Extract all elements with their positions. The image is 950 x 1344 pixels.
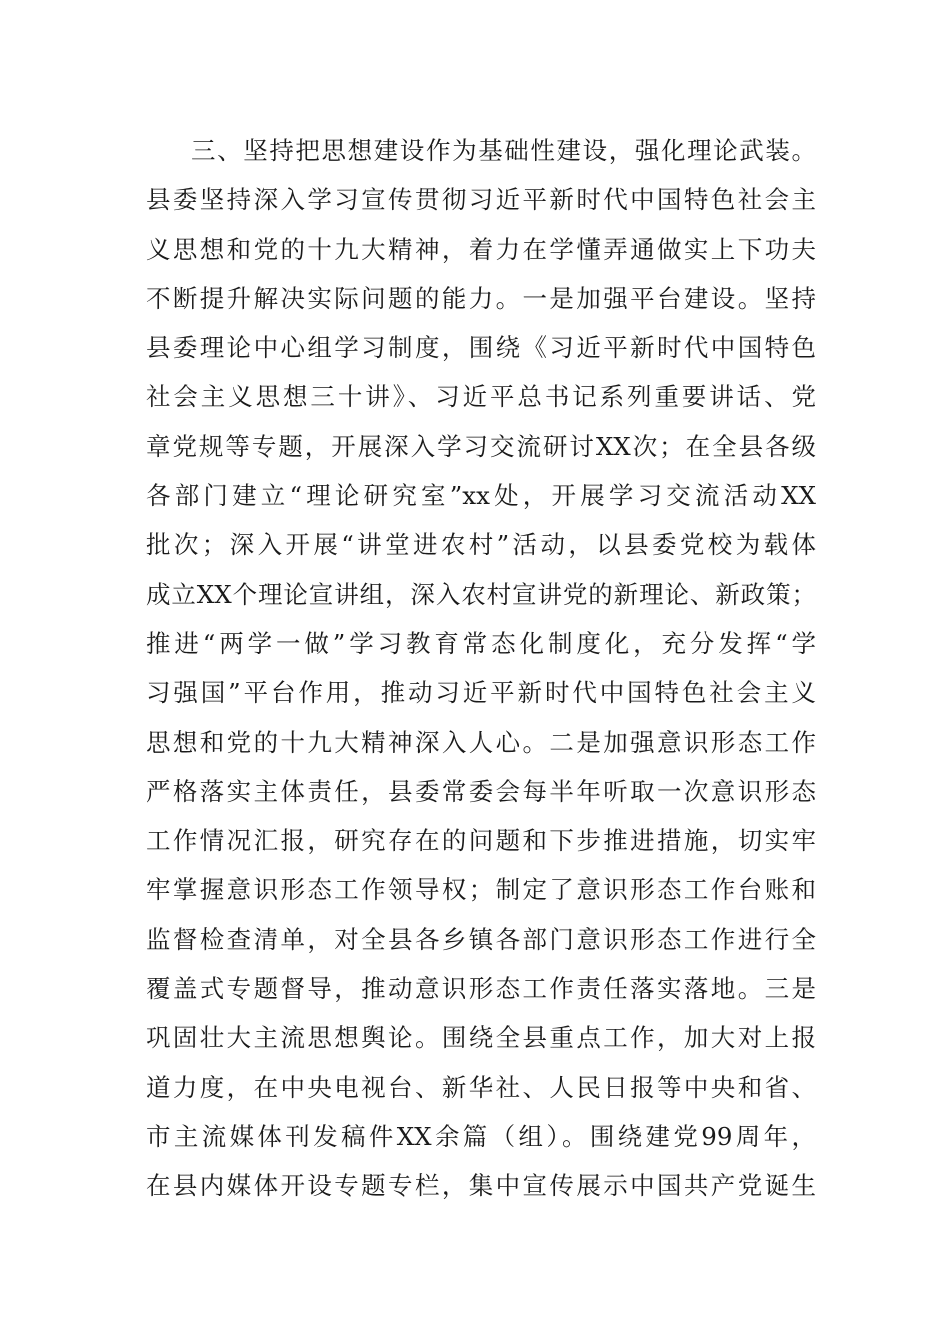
text-line: 社会主义思想三十讲》、习近平总书记系列重要讲话、党 — [146, 382, 816, 412]
text-line: 道力度，在中央电视台、新华社、人民日报等中央和省、 — [146, 1072, 816, 1102]
text-line: 思想和党的十九大精神深入人心。二是加强意识形态工作 — [146, 727, 816, 757]
text-line: 市主流媒体刊发稿件XX余篇（组）。围绕建党99周年， — [146, 1121, 816, 1151]
text-line: 巩固壮大主流思想舆论。围绕全县重点工作，加大对上报 — [146, 1023, 816, 1053]
text-line: 监督检查清单，对全县各乡镇各部门意识形态工作进行全 — [146, 924, 816, 954]
text-line: 不断提升解决实际问题的能力。一是加强平台建设。坚持 — [146, 283, 816, 313]
text-line: 在县内媒体开设专题专栏，集中宣传展示中国共产党诞生 — [146, 1171, 816, 1201]
text-line: 县委坚持深入学习宣传贯彻习近平新时代中国特色社会主 — [146, 185, 816, 215]
text-line: 三、坚持把思想建设作为基础性建设，强化理论武装。 — [191, 136, 816, 165]
text-line: 牢掌握意识形态工作领导权；制定了意识形态工作台账和 — [146, 875, 816, 905]
text-line: 成立XX个理论宣讲组，深入农村宣讲党的新理论、新政策； — [146, 579, 816, 609]
text-line: 各部门建立“理论研究室”xx处，开展学习交流活动XX — [146, 481, 816, 511]
text-line: 覆盖式专题督导，推动意识形态工作责任落实落地。三是 — [146, 974, 816, 1004]
text-line: 批次；深入开展“讲堂进农村”活动，以县委党校为载体 — [146, 530, 816, 560]
text-line: 章党规等专题，开展深入学习交流研讨XX次；在全县各级 — [146, 431, 816, 461]
text-line: 推进“两学一做”学习教育常态化制度化，充分发挥“学 — [146, 628, 816, 658]
text-line: 习强国”平台作用，推动习近平新时代中国特色社会主义 — [146, 678, 816, 708]
body-text — [146, 126, 816, 1211]
text-line: 县委理论中心组学习制度，围绕《习近平新时代中国特色 — [146, 333, 816, 363]
text-line: 严格落实主体责任，县委常委会每半年听取一次意识形态 — [146, 776, 816, 806]
text-line: 义思想和党的十九大精神，着力在学懂弄通做实上下功夫 — [146, 234, 816, 264]
text-line: 工作情况汇报，研究存在的问题和下步推进措施，切实牢 — [146, 826, 816, 856]
